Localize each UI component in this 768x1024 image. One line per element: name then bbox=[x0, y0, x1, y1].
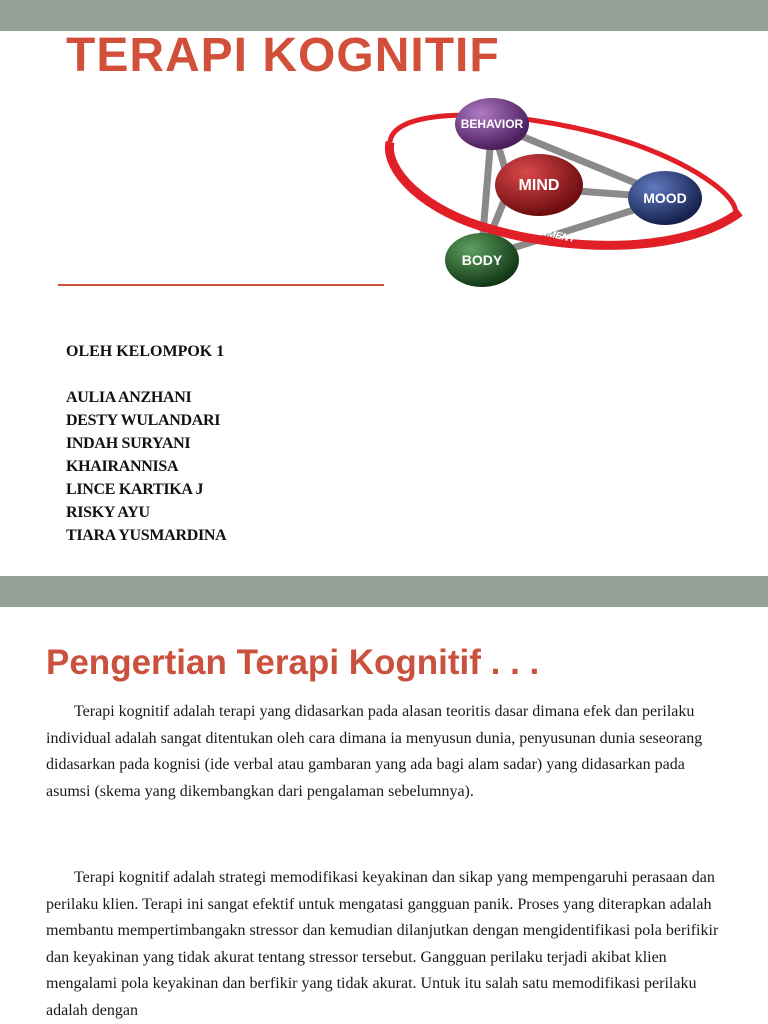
member-name: KHAIRANNISA bbox=[66, 458, 179, 475]
node-mood-label: MOOD bbox=[643, 190, 687, 206]
member-name: DESTY WULANDARI bbox=[66, 412, 221, 429]
group-members-block bbox=[66, 340, 226, 547]
member-name: TIARA YUSMARDINA bbox=[66, 527, 227, 544]
section-title: Pengertian Terapi Kognitif . . . bbox=[46, 643, 540, 682]
node-mood bbox=[628, 171, 702, 225]
node-mind-label: MIND bbox=[518, 177, 560, 194]
environment-label: ENVIRONMENT bbox=[502, 212, 576, 246]
node-body bbox=[445, 233, 519, 287]
node-behavior bbox=[455, 98, 529, 150]
member-name: RISKY AYU bbox=[66, 504, 150, 521]
member-name: AULIA ANZHANI bbox=[66, 389, 192, 406]
definition-paragraph-1: Terapi kognitif adalah terapi yang didasarkan pada alasan teoritis dasar dimana efek dan perilaku individual adalah sangat ditentukan oleh cara dimana ia menyusun dunia, penyusunan dunia seseorang didasarkan pada kognisi (ide verbal atau gambaran yang ada bagi alam sadar) yang didasarkan pada asumsi (skema yang dikembangkan dari pengalaman sebelumnya). bbox=[46, 703, 703, 800]
title-underline bbox=[58, 284, 384, 286]
member-name: INDAH SURYANI bbox=[66, 435, 191, 452]
node-behavior-label: BEHAVIOR bbox=[460, 117, 524, 131]
node-mind bbox=[495, 154, 583, 216]
node-body-label: BODY bbox=[461, 252, 503, 268]
cognitive-model-diagram bbox=[384, 92, 746, 292]
slide-divider-band bbox=[0, 576, 768, 607]
member-name: LINCE KARTIKA J bbox=[66, 481, 204, 498]
definition-paragraph-2: Terapi kognitif adalah strategi memodifikasi keyakinan dan sikap yang mempengaruhi perasaan dan perilaku klien. Terapi ini sangat efektif untuk mengatasi gangguan panik. Proses yang diterapkan adalah membantu mempertimbangakn stressor dan kemudian dilanjutkan dengan mengidentifikasi pola berifikir dan keyakinan yang tidak akurat tentang stressor tersebut. Gangguan perilaku terjadi akibat klien mengalami pola keyakinan dan berfikir yang tidak akurat. Untuk itu salah satu memodifikasi perilaku adalah dengan bbox=[46, 869, 719, 1019]
top-band bbox=[0, 0, 768, 31]
group-heading: OLEH KELOMPOK 1 bbox=[66, 343, 225, 360]
slide-title: TERAPI KOGNITIF bbox=[66, 29, 500, 82]
